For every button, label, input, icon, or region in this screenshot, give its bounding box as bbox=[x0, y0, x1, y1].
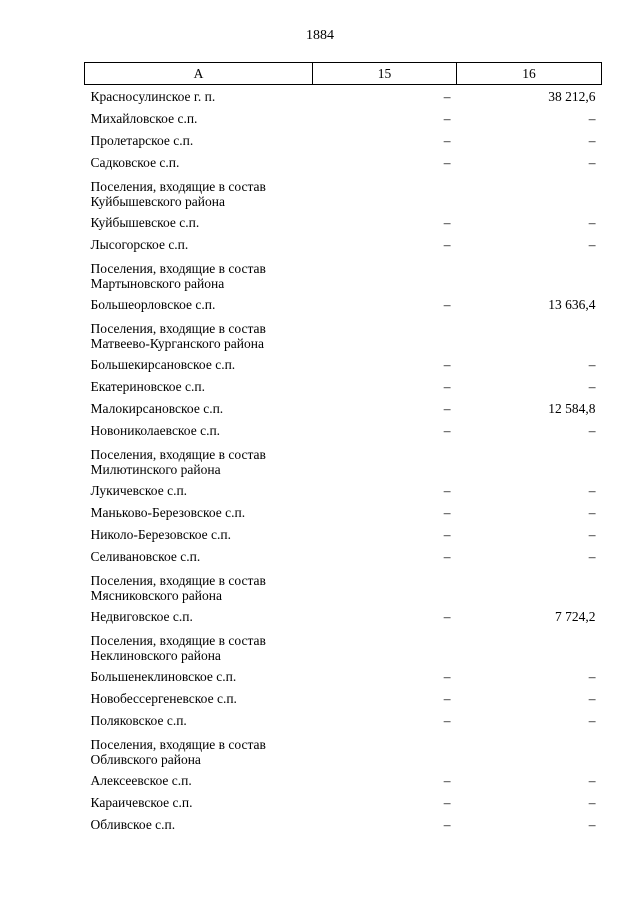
column-16-cell: 38 212,6 bbox=[548, 89, 596, 104]
settlement-name-cell: Поляковское с.п. bbox=[90, 712, 187, 728]
table-row bbox=[85, 813, 602, 835]
group-heading-row bbox=[85, 627, 602, 665]
column-16-cell: – bbox=[588, 154, 596, 170]
settlement-name-cell: Большеорловское с.п. bbox=[90, 296, 216, 312]
table-row bbox=[85, 687, 602, 709]
settlement-name-cell: Поселения, входящие в состав Матвеево-Курганского района bbox=[90, 320, 266, 351]
table-row bbox=[85, 605, 602, 627]
column-16-cell: – bbox=[588, 236, 596, 252]
column-16-cell: – bbox=[588, 712, 596, 728]
column-15-cell bbox=[313, 255, 457, 293]
column-16-cell: – bbox=[588, 356, 596, 372]
group-heading-row bbox=[85, 441, 602, 479]
settlement-name-cell: Алексеевское с.п. bbox=[90, 772, 192, 788]
column-16-cell: – bbox=[588, 378, 596, 394]
column-16-cell bbox=[457, 255, 602, 293]
settlement-name-cell: Красносулинское г. п. bbox=[90, 89, 216, 104]
column-16-cell: 12 584,8 bbox=[548, 400, 596, 416]
table-row bbox=[85, 85, 602, 107]
column-15-cell: – bbox=[443, 132, 451, 148]
column-15-cell: – bbox=[443, 504, 451, 520]
column-15-cell bbox=[313, 315, 457, 353]
column-15-cell: – bbox=[443, 816, 451, 832]
column-15-cell: – bbox=[443, 214, 451, 230]
table-row bbox=[85, 419, 602, 441]
column-16-cell: – bbox=[588, 422, 596, 438]
settlement-name-cell: Большекирсановское с.п. bbox=[90, 356, 236, 372]
table-body bbox=[85, 85, 602, 835]
column-16-cell: – bbox=[588, 214, 596, 230]
column-15-cell bbox=[313, 441, 457, 479]
column-15-cell: – bbox=[443, 712, 451, 728]
table-row bbox=[85, 479, 602, 501]
column-16-cell: – bbox=[588, 772, 596, 788]
table-row bbox=[85, 523, 602, 545]
settlement-name-cell: Караичевское с.п. bbox=[90, 794, 193, 810]
settlement-name-cell: Большенеклиновское с.п. bbox=[90, 668, 237, 684]
table-row bbox=[85, 129, 602, 151]
column-16-cell bbox=[457, 731, 602, 769]
column-header-16: 16 bbox=[457, 63, 602, 85]
table-row bbox=[85, 501, 602, 523]
column-16-cell: – bbox=[588, 816, 596, 832]
table-row bbox=[85, 211, 602, 233]
table-row bbox=[85, 353, 602, 375]
settlement-name-cell: Куйбышевское с.п. bbox=[90, 214, 200, 230]
column-15-cell: – bbox=[443, 422, 451, 438]
column-16-cell: – bbox=[588, 504, 596, 520]
table-row bbox=[85, 375, 602, 397]
header-row bbox=[85, 63, 602, 85]
settlement-name-cell: Обливское с.п. bbox=[90, 816, 176, 832]
page-number: 1884 bbox=[306, 28, 334, 43]
settlement-name-cell: Поселения, входящие в состав Мартыновского района bbox=[90, 260, 266, 291]
table-row bbox=[85, 397, 602, 419]
settlement-name-cell: Малокирсановское с.п. bbox=[90, 400, 224, 416]
settlement-name-cell: Лукичевское с.п. bbox=[90, 482, 188, 498]
settlement-name-cell: Михайловское с.п. bbox=[90, 110, 198, 126]
settlement-name-cell: Поселения, входящие в состав Мясниковского района bbox=[90, 572, 266, 603]
column-16-cell: – bbox=[588, 548, 596, 564]
column-15-cell: – bbox=[443, 378, 451, 394]
budget-table bbox=[84, 62, 602, 835]
table-row bbox=[85, 545, 602, 567]
table-row bbox=[85, 709, 602, 731]
column-16-cell bbox=[457, 627, 602, 665]
column-15-cell: – bbox=[443, 548, 451, 564]
group-heading-row bbox=[85, 567, 602, 605]
settlement-name-cell: Селивановское с.п. bbox=[90, 548, 201, 564]
column-15-cell: – bbox=[443, 608, 451, 624]
settlement-name-cell: Пролетарское с.п. bbox=[90, 132, 194, 148]
column-15-cell: – bbox=[443, 772, 451, 788]
table-row bbox=[85, 151, 602, 173]
settlement-name-cell: Поселения, входящие в состав Милютинского района bbox=[90, 446, 266, 477]
settlement-name-cell: Новобессергеневское с.п. bbox=[90, 690, 237, 706]
group-heading-row bbox=[85, 173, 602, 211]
column-15-cell bbox=[313, 731, 457, 769]
column-16-cell: 7 724,2 bbox=[555, 608, 596, 624]
column-15-cell: – bbox=[443, 356, 451, 372]
column-16-cell: 13 636,4 bbox=[548, 296, 596, 312]
settlement-name-cell: Недвиговское с.п. bbox=[90, 608, 193, 624]
settlement-name-cell: Поселения, входящие в состав Неклиновского района bbox=[90, 632, 266, 663]
column-15-cell: – bbox=[443, 110, 451, 126]
table-row bbox=[85, 665, 602, 687]
column-16-cell: – bbox=[588, 526, 596, 542]
group-heading-row bbox=[85, 731, 602, 769]
table-row bbox=[85, 107, 602, 129]
settlement-name-cell: Маньково-Березовское с.п. bbox=[90, 504, 246, 520]
column-16-cell bbox=[457, 441, 602, 479]
settlement-name-cell: Новониколаевское с.п. bbox=[90, 422, 221, 438]
settlement-name-cell: Лысогорское с.п. bbox=[90, 236, 189, 252]
column-15-cell: – bbox=[443, 482, 451, 498]
column-15-cell: – bbox=[443, 690, 451, 706]
column-16-cell: – bbox=[588, 690, 596, 706]
column-15-cell: – bbox=[443, 794, 451, 810]
column-15-cell: – bbox=[443, 400, 451, 416]
settlement-name-cell: Поселения, входящие в состав Обливского района bbox=[90, 736, 266, 767]
column-16-cell bbox=[457, 315, 602, 353]
table-header bbox=[85, 63, 602, 85]
column-16-cell bbox=[457, 173, 602, 211]
column-15-cell: – bbox=[443, 296, 451, 312]
column-15-cell bbox=[313, 627, 457, 665]
column-15-cell: – bbox=[443, 236, 451, 252]
settlement-name-cell: Поселения, входящие в состав Куйбышевского района bbox=[90, 178, 266, 209]
column-15-cell: – bbox=[443, 668, 451, 684]
table-row bbox=[85, 769, 602, 791]
settlement-name-cell: Садковское с.п. bbox=[90, 154, 180, 170]
column-16-cell: – bbox=[588, 482, 596, 498]
settlement-name-cell: Николо-Березовское с.п. bbox=[90, 526, 231, 542]
settlement-name-cell: Екатериновское с.п. bbox=[90, 378, 205, 394]
table-row bbox=[85, 791, 602, 813]
column-15-cell bbox=[313, 173, 457, 211]
group-heading-row bbox=[85, 255, 602, 293]
column-16-cell bbox=[457, 567, 602, 605]
column-16-cell: – bbox=[588, 794, 596, 810]
column-16-cell: – bbox=[588, 132, 596, 148]
column-16-cell: – bbox=[588, 110, 596, 126]
column-16-cell: – bbox=[588, 668, 596, 684]
column-15-cell bbox=[313, 567, 457, 605]
column-15-cell: – bbox=[443, 526, 451, 542]
column-15-cell: – bbox=[443, 154, 451, 170]
column-header-a: А bbox=[85, 63, 313, 85]
group-heading-row bbox=[85, 315, 602, 353]
column-15-cell: – bbox=[443, 89, 451, 104]
table-row bbox=[85, 293, 602, 315]
column-header-15: 15 bbox=[313, 63, 457, 85]
table-row bbox=[85, 233, 602, 255]
